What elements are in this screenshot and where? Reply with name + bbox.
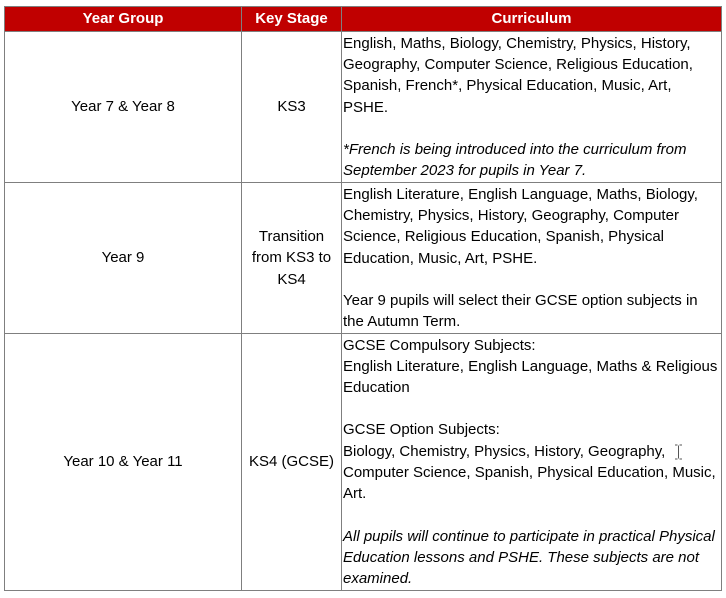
table-row — [5, 183, 722, 334]
note-text: All pupils will continue to participate in practical Physical Education lessons and PSHE. These subjects are not examined. — [343, 527, 715, 588]
curriculum-cell — [342, 183, 722, 334]
header-row — [5, 7, 722, 32]
subjects-text: English Literature, English Language, Maths, Biology, Chemistry, Physics, History, Geography, Computer Science, Religious Education, Spanish, Physical Education, Music, Art, PSHE. — [343, 185, 698, 267]
curriculum-cell — [342, 334, 722, 591]
table-row — [5, 32, 722, 183]
text-cursor-icon — [674, 444, 683, 460]
note-text: *French is being introduced into the curriculum from September 2023 for pupils in Year 7. — [343, 140, 687, 180]
year-group-cell: Year 9 — [5, 183, 242, 334]
paragraph-gap — [343, 398, 720, 419]
curriculum-cell — [342, 32, 722, 183]
year-group-cell: Year 7 & Year 8 — [5, 32, 242, 183]
paragraph-gap — [343, 118, 720, 139]
table-row — [5, 334, 722, 591]
compulsory-subjects: English Literature, English Language, Maths & Religious Education — [343, 357, 718, 397]
key-stage-cell: Transition from KS3 to KS4 — [242, 183, 342, 334]
curriculum-table — [4, 6, 722, 591]
subjects-text: English, Maths, Biology, Chemistry, Physics, History, Geography, Computer Science, Religious Education, Spanish, French*, Physical Education, Music, Art, PSHE. — [343, 34, 693, 116]
note-text: Year 9 pupils will select their GCSE option subjects in the Autumn Term. — [343, 291, 698, 331]
key-stage-cell: KS4 (GCSE) — [242, 334, 342, 591]
header-year-group: Year Group — [5, 7, 242, 32]
header-curriculum: Curriculum — [342, 7, 722, 32]
paragraph-gap — [343, 269, 720, 290]
compulsory-heading: GCSE Compulsory Subjects: — [343, 336, 536, 354]
option-subjects: Biology, Chemistry, Physics, History, Geography, Computer Science, Spanish, Physical Education, Music, Art. — [343, 442, 716, 503]
header-key-stage: Key Stage — [242, 7, 342, 32]
paragraph-gap — [343, 505, 720, 526]
option-heading: GCSE Option Subjects: — [343, 421, 500, 439]
year-group-cell: Year 10 & Year 11 — [5, 334, 242, 591]
key-stage-cell: KS3 — [242, 32, 342, 183]
